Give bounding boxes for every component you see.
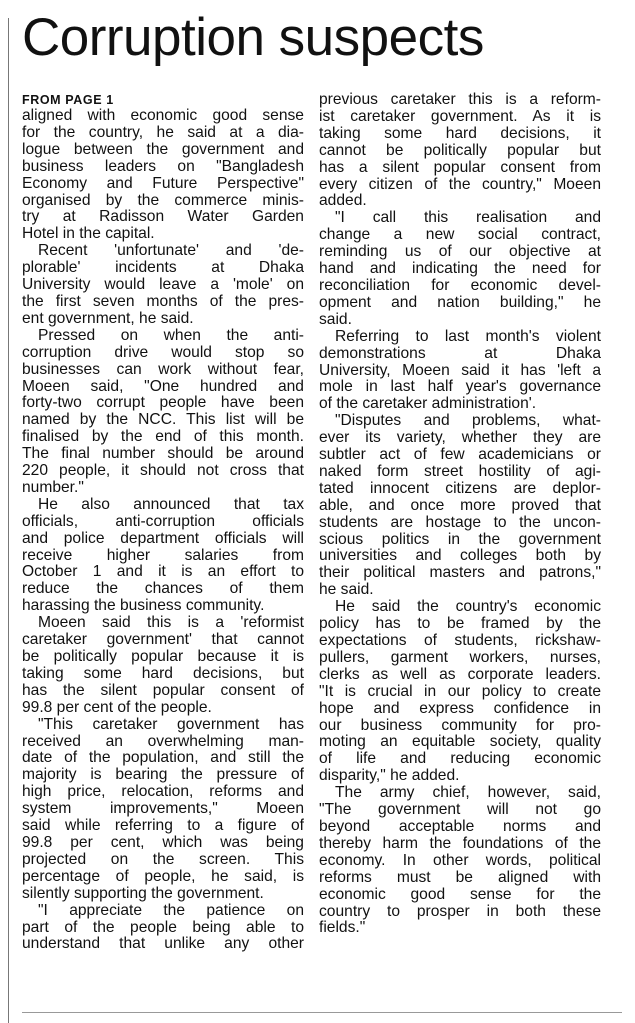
text-line: clerks as well as corporate leaders.	[319, 666, 601, 683]
text-line: logue between the government and	[22, 141, 304, 158]
text-line: The final number should be around	[22, 446, 304, 463]
text-line: be politically popular because it is	[22, 649, 304, 665]
text-line: tated innocent citizens are deplor-	[319, 480, 601, 497]
text-line: reforms must be aligned with	[319, 869, 601, 886]
text-line: He said the country's economic	[335, 599, 601, 616]
text-line: and police department officials will	[22, 530, 304, 547]
text-line: receive higher salaries from	[22, 547, 304, 564]
text-line: demonstrations at Dhaka	[319, 345, 601, 362]
text-line: he said.	[319, 582, 374, 599]
text-line: of life and reducing economic	[319, 751, 601, 768]
text-line: number."	[22, 479, 84, 496]
text-line: reconciliation for economic devel-	[319, 277, 601, 294]
text-line: University would leave a 'mole' on	[22, 277, 304, 294]
text-line: policy has to be framed by the	[319, 616, 601, 633]
text-line: silently supporting the government.	[22, 885, 264, 902]
text-line: business leaders on "Bangladesh	[22, 158, 304, 175]
text-line: Hotel in the capital.	[22, 226, 155, 243]
text-line: "The government will not go	[319, 802, 601, 819]
text-line: naked form street hostility of agi-	[319, 463, 601, 480]
text-line: "Disputes and problems, what-	[335, 413, 601, 430]
text-line: reminding us of our objective at	[319, 244, 601, 261]
text-line: percentage of people, he said, is	[22, 868, 304, 885]
text-line: Moeen said, "One hundred and	[22, 378, 304, 395]
text-line: said.	[319, 311, 352, 328]
text-line: ist caretaker government. As it is	[319, 108, 601, 125]
text-line: hand and indicating the need for	[319, 261, 601, 278]
text-line: corruption drive would stop so	[22, 344, 304, 361]
text-line: Referring to last month's violent	[335, 328, 601, 345]
text-line: cannot be politically popular but	[319, 142, 601, 159]
text-line: subtler act of few academicians or	[319, 447, 601, 464]
text-line: understand that unlike any other	[22, 936, 304, 953]
left-column	[22, 92, 304, 953]
text-line: 220 people, it should not cross that	[22, 463, 304, 480]
text-line: opment and nation building," he	[319, 294, 601, 311]
text-line: reduce the chances of them	[22, 581, 304, 598]
continued-from-label: FROM PAGE 1	[22, 93, 114, 107]
text-line: scious politics in the government	[319, 531, 601, 548]
text-line: organised by the commerce minis-	[22, 192, 304, 209]
text-line: added.	[319, 193, 367, 210]
text-line: economic good sense for the	[319, 886, 601, 903]
text-line: 99.8 per cent of the people.	[22, 699, 212, 716]
text-line: caretaker government' that cannot	[22, 632, 304, 649]
text-line: ever its variety, whether they are	[319, 430, 601, 447]
text-line: majority is bearing the pressure of	[22, 767, 304, 784]
text-line: officials, anti-corruption officials	[22, 513, 304, 530]
text-line: pullers, garment workers, nurses,	[319, 649, 601, 666]
text-line: businesses can work without fear,	[22, 361, 304, 378]
text-line: economy. In other words, political	[319, 852, 601, 869]
text-line: disparity," he added.	[319, 768, 460, 785]
text-line: taking some hard decisions, it	[319, 125, 601, 142]
text-line: said while referring to a figure of	[22, 818, 304, 835]
text-line: Recent 'unfortunate' and 'de-	[38, 243, 304, 260]
text-line: aligned with economic good sense	[22, 108, 304, 124]
text-line: of the caretaker administration'.	[319, 396, 537, 413]
text-line: "It is crucial in our policy to create	[319, 683, 601, 700]
text-line: Moeen said this is a 'reformist	[38, 615, 304, 632]
text-line: previous caretaker this is a reform-	[319, 92, 601, 108]
text-line: fields."	[319, 920, 366, 937]
text-line: try at Radisson Water Garden	[22, 209, 304, 226]
text-line: beyond acceptable norms and	[319, 818, 601, 835]
text-line: "I call this realisation and	[335, 210, 601, 227]
text-line: our business community for pro-	[319, 717, 601, 734]
text-line: part of the people being able to	[22, 919, 304, 936]
text-line: harassing the business community.	[22, 598, 265, 615]
text-line: Economy and Future Perspective"	[22, 175, 304, 192]
left-column-rule	[8, 18, 9, 1023]
text-line: projected on the screen. This	[22, 851, 304, 868]
text-line: system improvements," Moeen	[22, 801, 304, 818]
text-line: thereby harm the foundations of the	[319, 835, 601, 852]
text-line: forty-two corrupt people have been	[22, 395, 304, 412]
text-line: universities and colleges both by	[319, 548, 601, 565]
bottom-rule	[22, 1012, 622, 1013]
text-line: expectations of students, rickshaw-	[319, 633, 601, 649]
text-line: "This caretaker government has	[38, 716, 304, 733]
text-line: has the silent popular consent of	[22, 682, 304, 699]
right-column	[319, 92, 601, 937]
text-line: taking some hard decisions, but	[22, 665, 304, 682]
text-line: received an overwhelming man-	[22, 733, 304, 750]
text-line: students are hostage to the uncon-	[319, 514, 601, 531]
text-line: has a silent popular consent from	[319, 159, 601, 176]
text-line: named by the NCC. This list will be	[22, 412, 304, 429]
text-line: for the country, he said at a dia-	[22, 124, 304, 141]
text-line: every citizen of the country," Moeen	[319, 176, 601, 193]
text-line: hope and express confidence in	[319, 700, 601, 717]
text-line: change a new social contract,	[319, 227, 601, 244]
text-line: October 1 and it is an effort to	[22, 564, 304, 581]
text-line: plorable' incidents at Dhaka	[22, 260, 304, 277]
text-line: finalised by the end of this month.	[22, 429, 304, 446]
text-line: ent government, he said.	[22, 310, 194, 327]
text-line: 99.8 per cent, which was being	[22, 834, 304, 851]
text-line: date of the population, and still the	[22, 750, 304, 767]
text-line: the first seven months of the pres-	[22, 293, 304, 310]
text-line: "I appreciate the patience on	[38, 902, 304, 919]
text-line: high price, relocation, reforms and	[22, 784, 304, 801]
left-column-text	[22, 108, 304, 953]
text-line: country to prosper in both these	[319, 903, 601, 920]
headline: Corruption suspects	[22, 8, 484, 67]
text-line: moting an equitable society, quality	[319, 734, 601, 751]
text-line: able, and once more proved that	[319, 497, 601, 514]
text-line: their political masters and patrons,"	[319, 565, 601, 582]
text-line: He also announced that tax	[38, 496, 304, 513]
text-line: mole in last half year's governance	[319, 379, 601, 396]
right-column-text	[319, 92, 601, 937]
text-line: Pressed on when the anti-	[38, 327, 304, 344]
text-line: The army chief, however, said,	[335, 785, 601, 802]
text-line: University, Moeen said it has 'left a	[319, 362, 601, 379]
